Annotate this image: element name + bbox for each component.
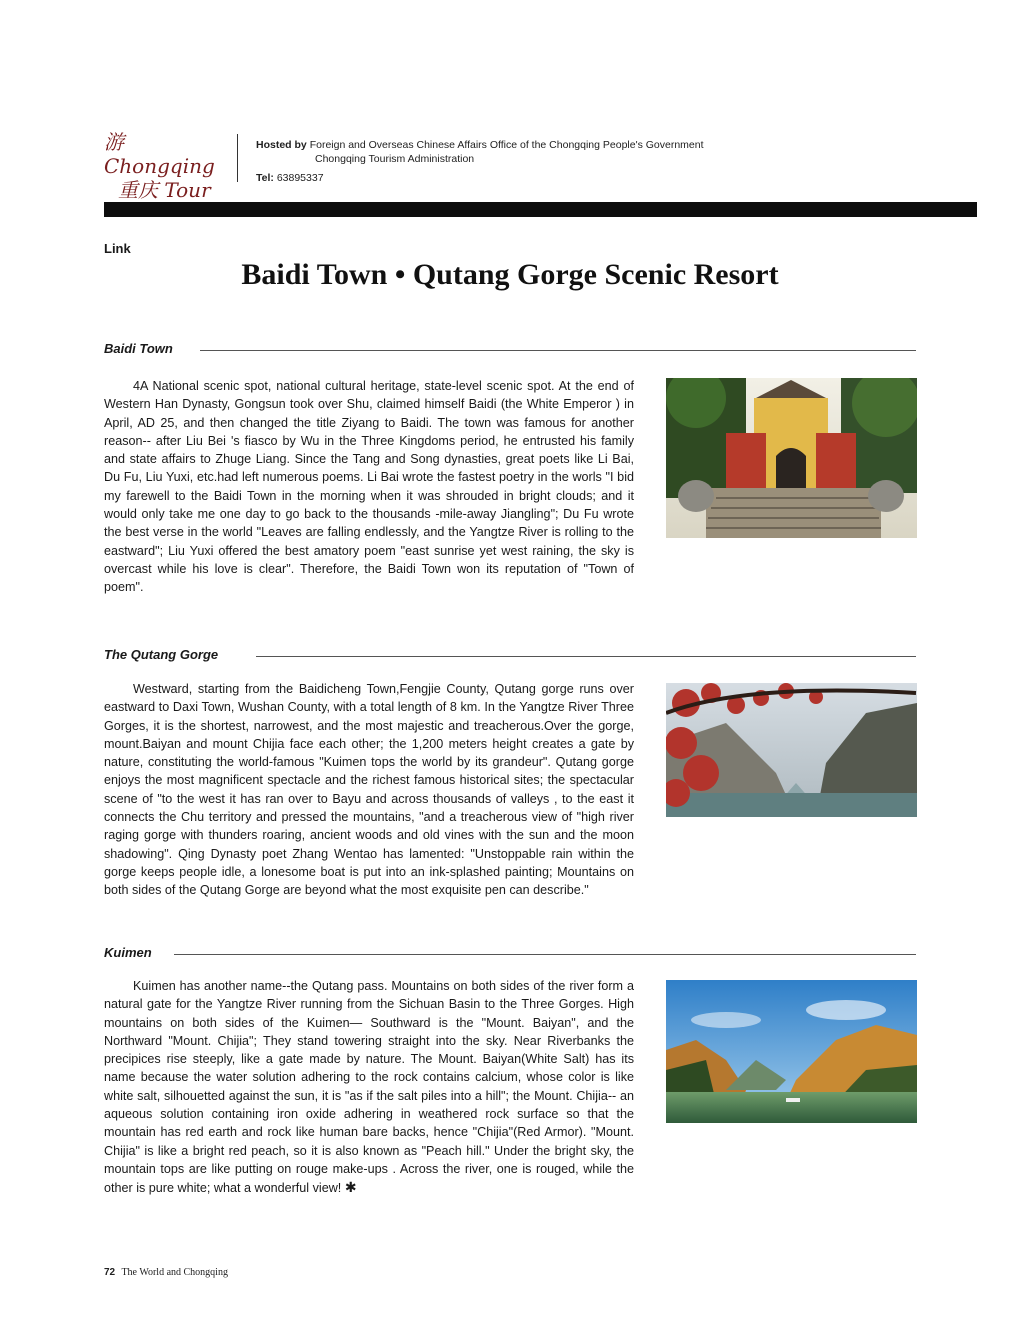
section-rule <box>200 350 916 351</box>
section-label: Link <box>104 241 131 256</box>
kuimen-photo <box>666 980 917 1123</box>
magazine-logo <box>104 130 234 202</box>
header-info <box>256 138 704 185</box>
section-heading-label: Kuimen <box>104 945 152 960</box>
paragraph: Westward, starting from the Baidicheng Town,Fengjie County, Qutang gorge runs over eastward to Daxi Town, Wushan County, with a total length of 8 km. In the Yangtze River Three Gorges, it is the shortest, narrowest, and the most majestic and treacherous.Over the gorge, mount.Baiyan and mount Chijia face each other; the 1,200 meters height creates a gate by nature, constituting the world-famous "Kuimen tops the world by its grandeur". Qutang gorge enjoys the most magnificent spectacle and the richest famous historical sites; the spectacular scene of "to the west it has ran over to Bayu and across thousands of valleys , to the east it connects the Chu territory and pressed the mountains, "and a treacherous view of "high river raging gorge with thunders roaring, ancient woods and old vines with the sun and the moon shadowing". Qing Dynasty poet Zhang Wentao has lamented: "Unstoppable rain within the gorge keeps people idle, a lonesome boat is put into an ink-splashed painting; Mountains on both sides of the Qutang Gorge are beyond what the most exquisite pen can describe." <box>104 682 634 898</box>
section-heading-label: The Qutang Gorge <box>104 647 219 662</box>
page-title: Baidi Town • Qutang Gorge Scenic Resort <box>241 258 779 291</box>
hosted-by-label: Hosted by <box>256 139 307 151</box>
baidi-temple-photo <box>666 378 917 538</box>
section-text-qutang-gorge <box>104 680 634 900</box>
section-rule <box>256 656 916 657</box>
header-bar <box>104 202 977 217</box>
header-divider <box>237 134 238 182</box>
logo-line2: 重庆 Tour <box>118 178 211 202</box>
tel-label: Tel: <box>256 172 274 184</box>
section-heading-label: Baidi Town <box>104 341 173 356</box>
qutang-gorge-photo <box>666 683 917 817</box>
section-heading-qutang-gorge <box>104 647 916 667</box>
section-heading-baidi-town <box>104 341 916 361</box>
section-heading-kuimen <box>104 945 916 965</box>
tel-value: 63895337 <box>276 172 324 184</box>
paragraph <box>104 977 634 1198</box>
paragraph-text: Kuimen has another name--the Qutang pass. Mountains on both sides of the river form a natural gate for the Yangtze River running from the Sichuan Basin to the Three Gorges. High mountains on both sides of the Kuimen— Southward is the "Mount. Baiyan", and the Northward "Mount. Chijia"; They stand towering straight into the sky. Near Riverbanks the precipices rise steeply, like a gate made by nature. The Mount. Baiyan(White Salt) has its name because the water solution adhering to the rock contains calcium, whose color is like white salt, silhouetted against the sun, it is "as if the salt piles into a hill"; the Mount. Chijia-- an aqueous solution containing iron oxide adhering in weathered rock surface so that the mountain has red earth and rock like human bare backs, hence "Chijia"(Red Armor). "Mount. Chijia" is like a bright red peach, so it is also known as "Peach hill." Under the bright sky, the mountain tops are like putting on rouge make-ups . Across the river, one is rouged, while the other is pure white; what a wonderful view! <box>104 979 634 1196</box>
publication-name: The World and Chongqing <box>121 1267 228 1278</box>
section-rule <box>174 954 916 955</box>
hosted-by-line2: Chongqing Tourism Administration <box>315 153 475 165</box>
hosted-by-line1: Foreign and Overseas Chinese Affairs Office of the Chongqing People's Government <box>309 139 704 151</box>
section-text-baidi-town <box>104 377 634 597</box>
page-footer <box>104 1267 228 1278</box>
page-number: 72 <box>104 1267 116 1278</box>
paragraph: 4A National scenic spot, national cultural heritage, state-level scenic spot. At the end of Western Han Dynasty, Gongsun took over Shu, claimed himself Baidi (the White Emperor ) in April, AD 25, and then changed the title Ziyang to Baidi. The town was famous for another reason-- after Liu Bei 's fiasco by Wu in the Three Kingdoms period, he entrusted his family and state affairs to Zhuge Liang. Since the Tang and Song dynasties, great poets like Li Bai, Du Fu, Liu Yuxi, etc.had left numerous poems. Li Bai wrote the fastest poetry in the worls "I bid my farewell to the Baidi Town in the morning when it was shrouded in bright clouds; and it would only take me one day to go back to the thousands -mile-away Jiangling"; Du Fu wrote the best verse in the world "Leaves are falling endlessly, and the Yangtze River is rolling to the eastward"; Liu Yuxi offered the best amatory poem "east sunrise yet west raining, the sky is overcast while his love is clear". Therefore, the Baidi Town won its reputation of "Town of poem". <box>104 379 634 595</box>
end-mark: ✱ <box>344 1179 357 1196</box>
section-text-kuimen <box>104 977 634 1198</box>
logo-line1: 游 Chongqing <box>104 130 215 178</box>
